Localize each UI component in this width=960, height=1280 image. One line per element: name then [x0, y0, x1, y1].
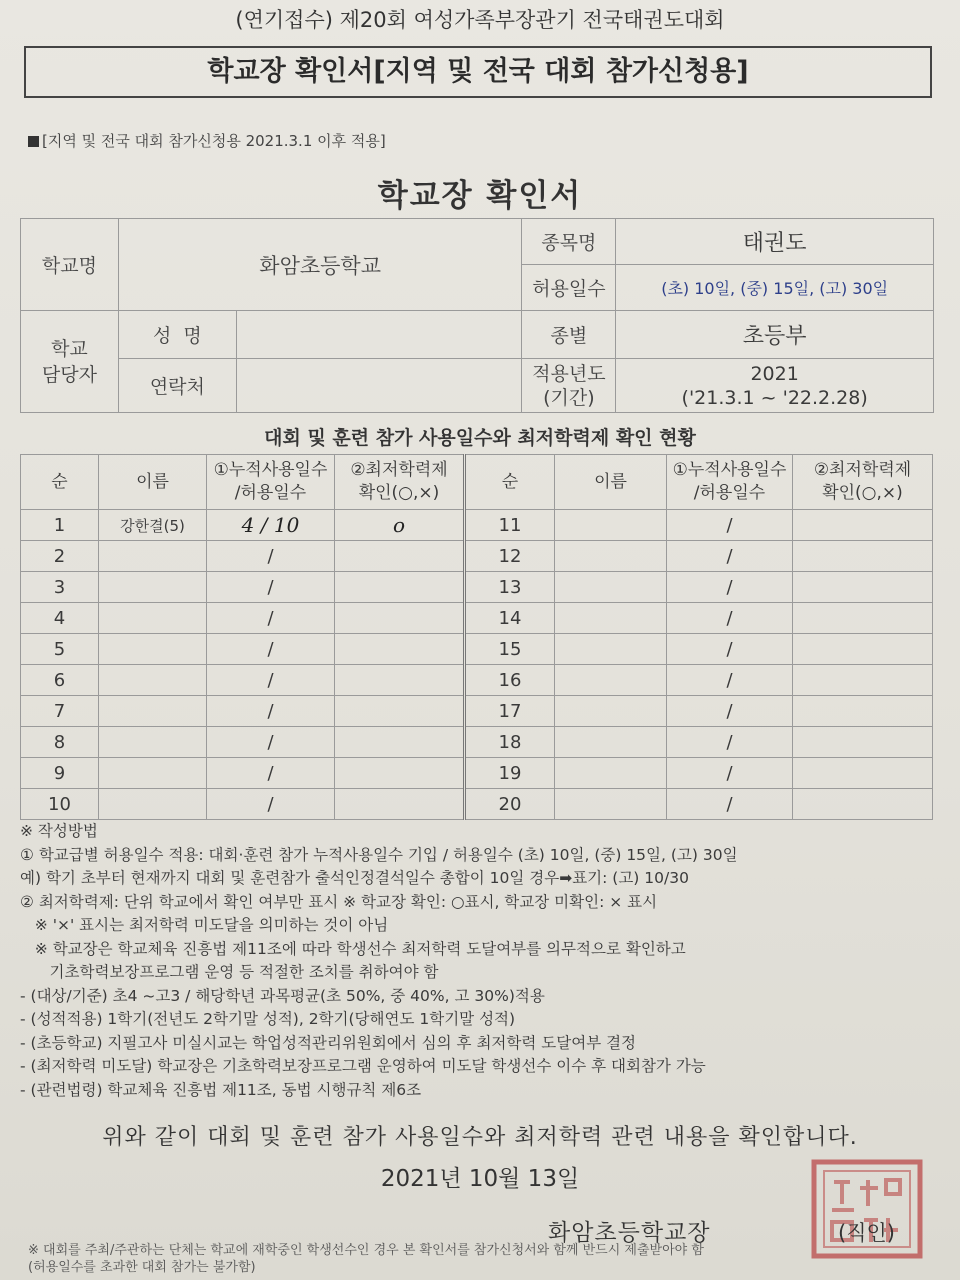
- row-days: /: [667, 510, 793, 541]
- header-days-line2: /허용일수: [693, 483, 766, 503]
- roster-row: [21, 572, 933, 603]
- method-line: ② 최저학력제: 단위 학교에서 확인 여부만 표시 ※ 학교장 확인: ○표시, 학교장 미확인: × 표시: [20, 892, 658, 911]
- row-name: [555, 665, 667, 696]
- allowed-days-value: (초) 10일, (중) 15일, (고) 30일: [616, 265, 934, 311]
- row-no: 2: [21, 541, 99, 572]
- roster-table: [20, 454, 933, 820]
- row-days: /: [667, 789, 793, 820]
- event-value: 태권도: [616, 219, 934, 265]
- row-check: o: [335, 510, 465, 541]
- header-days-line1: ①누적사용일수: [672, 460, 787, 480]
- row-name: [555, 510, 667, 541]
- roster-header-row: [21, 455, 933, 510]
- header-name-right: 이름: [555, 455, 667, 510]
- info-table: [20, 218, 934, 413]
- header-grade-line1: ②최저학력제: [813, 460, 912, 480]
- row-no: 6: [21, 665, 99, 696]
- contact-label: 연락처: [118, 359, 236, 413]
- row-name: [99, 634, 207, 665]
- header-grade-line2: 확인(○,×): [822, 483, 903, 503]
- header-name-left: 이름: [99, 455, 207, 510]
- row-no: 10: [21, 789, 99, 820]
- row-no: 13: [465, 572, 555, 603]
- header-days-line1: ①누적사용일수: [213, 460, 328, 480]
- division-value: 초등부: [616, 311, 934, 359]
- method-line: - (초등학교) 지필고사 미실시교는 학업성적관리위원회에서 심의 후 최저학력 도달여부 결정: [20, 1033, 637, 1052]
- manager-label: [21, 311, 119, 413]
- row-name: [99, 665, 207, 696]
- allowed-days-label: 허용일수: [522, 265, 616, 311]
- roster-row: [21, 541, 933, 572]
- row-check: [793, 541, 933, 572]
- row-no: 8: [21, 727, 99, 758]
- contact-value: [236, 359, 522, 413]
- row-no: 11: [465, 510, 555, 541]
- footer-line-2: (허용일수를 초과한 대회 참가는 불가함): [28, 1260, 256, 1275]
- row-check: [335, 603, 465, 634]
- method-line: ① 학교급별 허용일수 적용: 대회·훈련 참가 누적사용일수 기입 / 허용일수 (초) 10일, (중) 15일, (고) 30일: [20, 845, 738, 864]
- row-name: [555, 696, 667, 727]
- row-check: [793, 510, 933, 541]
- row-days: /: [207, 696, 335, 727]
- row-days: /: [667, 727, 793, 758]
- row-check: [335, 758, 465, 789]
- row-days: /: [207, 572, 335, 603]
- issue-date: 2021년 10월 13일: [380, 1166, 580, 1192]
- roster-row: [21, 634, 933, 665]
- year-value-line2: ('21.3.1 ~ '22.2.28): [681, 386, 868, 409]
- method-line: - (관련법령) 학교체육 진흥법 제11조, 동법 시행규칙 제6조: [20, 1080, 422, 1099]
- roster-row: [21, 758, 933, 789]
- row-name: [99, 541, 207, 572]
- row-no: 9: [21, 758, 99, 789]
- row-name: [99, 789, 207, 820]
- row-check: [335, 696, 465, 727]
- year-label-line1: 적용년도: [532, 362, 606, 385]
- row-days: /: [667, 634, 793, 665]
- roster-row: [21, 603, 933, 634]
- row-check: [793, 665, 933, 696]
- row-name: [555, 572, 667, 603]
- row-days: /: [667, 603, 793, 634]
- row-name: [99, 727, 207, 758]
- manager-label-line1: 학교: [51, 337, 88, 360]
- row-no: 12: [465, 541, 555, 572]
- row-name: [555, 541, 667, 572]
- footer-line-1: ※ 대회를 주최/주관하는 단체는 학교에 재학중인 학생선수인 경우 본 확인서를 참가신청서와 함께 반드시 제출받아야 함: [28, 1243, 704, 1258]
- row-days: /: [667, 572, 793, 603]
- row-check: [793, 634, 933, 665]
- row-check: [793, 758, 933, 789]
- header-grade-line1: ②최저학력제: [350, 460, 448, 480]
- row-days: /: [207, 665, 335, 696]
- row-days: /: [667, 665, 793, 696]
- method-line: - (성적적용) 1학기(전년도 2학기말 성적), 2학기(당해연도 1학기말 성적): [20, 1010, 516, 1028]
- confirmation-statement: 위와 같이 대회 및 훈련 참가 사용일수와 최저학력 관련 내용을 확인합니다.: [102, 1125, 858, 1150]
- roster-title: 대회 및 훈련 참가 사용일수와 최저학력제 확인 현황: [264, 427, 696, 449]
- row-name: [555, 789, 667, 820]
- header-days-left: [207, 455, 335, 510]
- year-label-line2: (기간): [543, 386, 595, 409]
- row-name: [555, 758, 667, 789]
- row-no: 20: [465, 789, 555, 820]
- row-name: [555, 634, 667, 665]
- row-days: 4 / 10: [207, 510, 335, 541]
- row-days: /: [207, 541, 335, 572]
- row-check: [793, 696, 933, 727]
- row-days: /: [207, 603, 335, 634]
- black-square-icon: [28, 136, 39, 147]
- row-no: 16: [465, 665, 555, 696]
- row-no: 7: [21, 696, 99, 727]
- row-days: /: [667, 696, 793, 727]
- school-name: 화암초등학교: [118, 219, 522, 311]
- footer-note: [28, 1242, 908, 1276]
- row-check: [335, 727, 465, 758]
- row-no: 5: [21, 634, 99, 665]
- row-days: /: [207, 789, 335, 820]
- header-no-right: 순: [465, 455, 555, 510]
- method-heading: ※ 작성방법: [20, 822, 98, 840]
- row-check: [793, 727, 933, 758]
- row-days: /: [207, 758, 335, 789]
- notice-text: [지역 및 전국 대회 참가신청용 2021.3.1 이후 적용]: [42, 132, 386, 150]
- row-no: 14: [465, 603, 555, 634]
- row-name: [99, 696, 207, 727]
- row-name: [99, 758, 207, 789]
- row-no: 19: [465, 758, 555, 789]
- roster-row: [21, 665, 933, 696]
- roster-row: [21, 696, 933, 727]
- header-grade-left: [335, 455, 465, 510]
- roster-row: [21, 510, 933, 541]
- row-check: [793, 789, 933, 820]
- method-line: ※ 학교장은 학교체육 진흥법 제11조에 따라 학생선수 최저학력 도달여부를 의무적으로 확인하고: [20, 939, 686, 958]
- row-no: 17: [465, 696, 555, 727]
- seal-label: (직인): [838, 1221, 895, 1245]
- manager-label-line2: 담당자: [41, 363, 97, 386]
- row-name: 강한결(5): [99, 510, 207, 541]
- header-grade-line2: 확인(○,×): [358, 483, 440, 503]
- row-no: 3: [21, 572, 99, 603]
- method-line: - (최저학력 미도달) 학교장은 기초학력보장프로그램 운영하여 미도달 학생선수 이수 후 대회참가 가능: [20, 1057, 706, 1075]
- row-no: 15: [465, 634, 555, 665]
- writing-method-section: [20, 820, 940, 1102]
- row-check: [335, 541, 465, 572]
- name-value: [236, 311, 522, 359]
- row-no: 1: [21, 510, 99, 541]
- row-check: [335, 572, 465, 603]
- roster-row: [21, 727, 933, 758]
- year-value: [616, 359, 934, 413]
- header-days-line2: /허용일수: [234, 483, 307, 503]
- row-name: [555, 603, 667, 634]
- principal-title: 화암초등학교장: [548, 1220, 711, 1246]
- year-value-line1: 2021: [750, 362, 799, 385]
- row-name: [555, 727, 667, 758]
- box-title: 학교장 확인서[지역 및 전국 대회 참가신청용]: [24, 46, 932, 98]
- row-days: /: [667, 541, 793, 572]
- header-no-left: 순: [21, 455, 99, 510]
- row-check: [335, 634, 465, 665]
- row-no: 4: [21, 603, 99, 634]
- method-line: - (대상/기준) 초4 ~고3 / 해당학년 과목평균(초 50%, 중 40%, 고 30%)적용: [20, 986, 545, 1005]
- row-name: [99, 572, 207, 603]
- method-line: ※ '×' 표시는 최저학력 미도달을 의미하는 것이 아님: [20, 916, 389, 934]
- row-no: 18: [465, 727, 555, 758]
- row-days: /: [667, 758, 793, 789]
- row-days: /: [207, 634, 335, 665]
- document-title: 학교장 확인서: [377, 178, 583, 214]
- competition-header: (연기접수) 제20회 여성가족부장관기 전국태권도대회: [235, 8, 725, 32]
- year-label: [522, 359, 616, 413]
- method-line: 기초학력보장프로그램 운영 등 적절한 조치를 취하여야 함: [20, 963, 439, 981]
- row-name: [99, 603, 207, 634]
- row-days: /: [207, 727, 335, 758]
- row-check: [335, 789, 465, 820]
- school-label: 학교명: [21, 219, 119, 311]
- name-label: 성 명: [118, 311, 236, 359]
- roster-row: [21, 789, 933, 820]
- method-line: 예) 학기 초부터 현재까지 대회 및 훈련참가 출석인정결석일수 총합이 10일 경우➡표기: (고) 10/30: [20, 869, 689, 887]
- division-label: 종별: [522, 311, 616, 359]
- header-grade-right: [793, 455, 933, 510]
- notice-line: [28, 130, 386, 151]
- header-days-right: [667, 455, 793, 510]
- row-check: [793, 603, 933, 634]
- event-label: 종목명: [522, 219, 616, 265]
- row-check: [335, 665, 465, 696]
- row-check: [793, 572, 933, 603]
